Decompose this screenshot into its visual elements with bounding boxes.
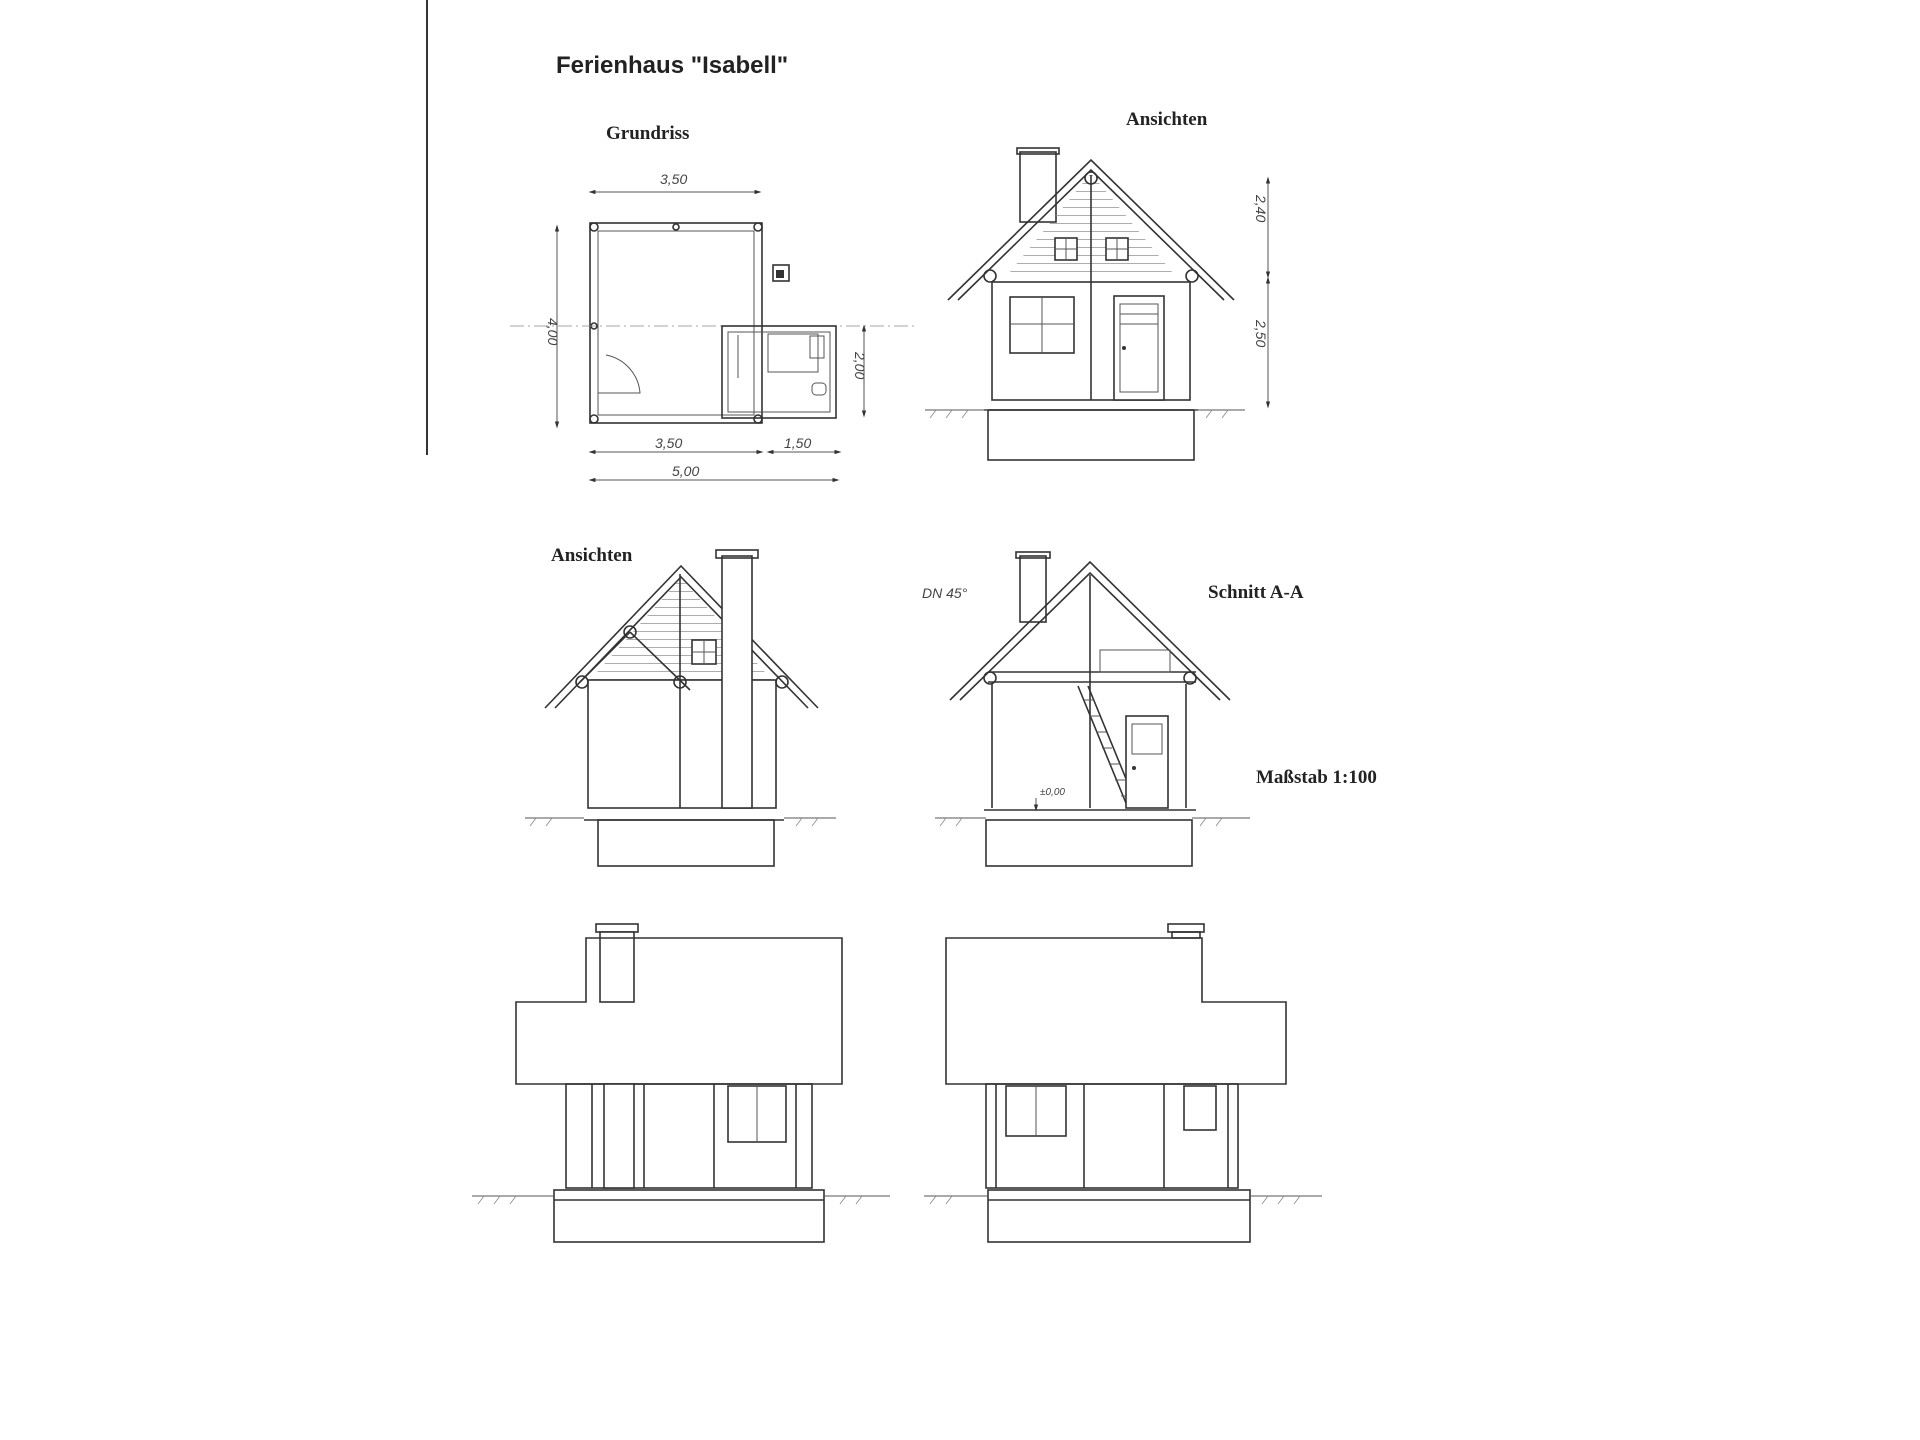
chimney-side <box>722 556 752 808</box>
label-ansichten-top: Ansichten <box>1126 109 1208 130</box>
basin <box>810 336 824 358</box>
dim-plan-bottom-main: 3,50 <box>655 435 683 451</box>
section-view <box>922 552 1250 866</box>
label-massstab: Maßstab 1:100 <box>1256 767 1377 788</box>
plan-main-inner <box>598 231 754 415</box>
elevation-side <box>525 550 836 866</box>
drawing-title: Ferienhaus "Isabell" <box>556 52 789 79</box>
dim-roof-pitch: DN 45° <box>922 585 968 601</box>
dim-plan-top: 3,50 <box>660 171 688 187</box>
dim-elev-roof: 2,40 <box>1253 195 1269 223</box>
elevation-front <box>925 148 1269 460</box>
dim-annex-height: 2,00 <box>852 352 868 380</box>
toilet <box>812 383 826 395</box>
dim-section-level: ±0,00 <box>1040 787 1065 798</box>
label-grundriss: Grundriss <box>606 123 690 144</box>
elevation-long-right <box>924 924 1322 1242</box>
dim-plan-bottom-annex: 1,50 <box>784 435 812 451</box>
floor-plan <box>510 171 915 480</box>
label-schnitt: Schnitt A-A <box>1208 582 1304 603</box>
dim-elev-wall: 2,50 <box>1253 320 1269 348</box>
dim-plan-height: 4,00 <box>545 318 561 346</box>
elevation-long-left <box>472 924 890 1242</box>
dim-plan-bottom-total: 5,00 <box>672 463 700 479</box>
label-ansichten-mid: Ansichten <box>551 545 633 566</box>
door-swing <box>598 355 640 393</box>
